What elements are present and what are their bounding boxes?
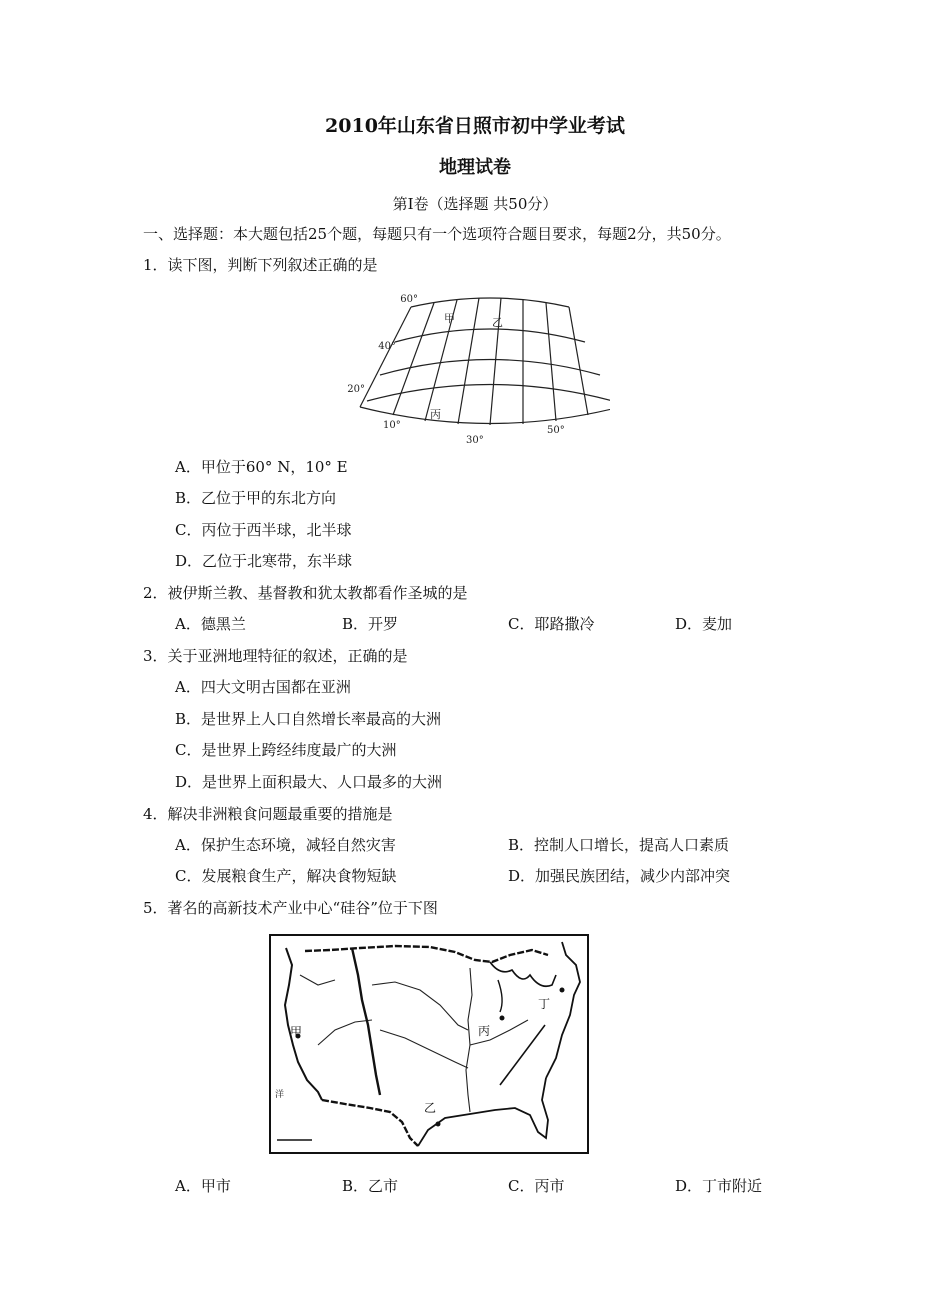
lat-label: 20° [347, 384, 365, 395]
meridian-line [569, 307, 588, 415]
question-5-option-a: A．甲市 [175, 1177, 231, 1195]
lat-label: 60° [400, 294, 418, 305]
meridian-line [360, 307, 411, 407]
question-4-stem: 4．解决非洲粮食问题最重要的措施是 [143, 805, 393, 823]
question-1-option-d: D．乙位于北寒带，东半球 [175, 552, 353, 570]
question-3-option-d: D．是世界上面积最大、人口最多的大洲 [175, 773, 443, 791]
question-2-option-a: A．德黑兰 [175, 615, 246, 633]
question-1-option-c: C．丙位于西半球，北半球 [175, 521, 352, 539]
question-4-option-a: A．保护生态环境，减轻自然灾害 [175, 836, 396, 854]
city-marker-ding [560, 988, 565, 993]
question-5-option-d: D．丁市附近 [675, 1177, 763, 1195]
city-marker-bing [500, 1016, 505, 1021]
question-4-option-d: D．加强民族团结，减少内部冲突 [508, 867, 731, 885]
question-2-option-c: C．耶路撒冷 [508, 615, 595, 633]
question-3-option-a: A．四大文明古国都在亚洲 [175, 678, 351, 696]
point-label-jia: 甲 [444, 312, 455, 325]
city-label-jia: 甲 [290, 1025, 303, 1039]
city-label-bing: 丙 [478, 1024, 491, 1038]
section-instruction: 一、选择题：本大题包括25个题，每题只有一个选项符合题目要求，每题2分，共50分。 [143, 225, 731, 243]
question-1-stem: 1．读下图，判断下列叙述正确的是 [143, 256, 378, 274]
map-frame [270, 935, 588, 1153]
question-2-option-b: B．开罗 [342, 615, 399, 633]
graticule-map [340, 286, 610, 456]
question-3-stem: 3．关于亚洲地理特征的叙述，正确的是 [143, 647, 408, 665]
ocean-label: 洋 [275, 1090, 285, 1100]
section-heading: 第Ⅰ卷（选择题 共50分） [392, 195, 558, 213]
lon-label: 30° [466, 435, 484, 446]
parallel-line [411, 298, 569, 307]
city-label-yi: 乙 [424, 1101, 437, 1115]
question-5-option-b: B．乙市 [342, 1177, 399, 1195]
question-3-option-c: C．是世界上跨经纬度最广的大洲 [175, 741, 397, 759]
lon-label: 50° [547, 425, 565, 436]
point-label-yi: 乙 [492, 316, 503, 329]
lat-label: 40° [378, 341, 396, 352]
question-4-option-b: B．控制人口增长，提高人口素质 [508, 836, 730, 854]
exam-title: 2010年山东省日照市初中学业考试 [325, 115, 625, 137]
question-2-option-d: D．麦加 [675, 615, 733, 633]
exam-subtitle: 地理试卷 [439, 157, 511, 178]
question-4-option-c: C．发展粮食生产，解决食物短缺 [175, 867, 397, 885]
point-label-bing: 丙 [430, 408, 441, 421]
usa-map [262, 928, 594, 1160]
question-5-option-c: C．丙市 [508, 1177, 565, 1195]
question-1-option-a: A．甲位于60° N，10° E [175, 458, 348, 476]
question-5-stem: 5．著名的高新技术产业中心“硅谷”位于下图 [143, 899, 438, 917]
question-1-option-b: B．乙位于甲的东北方向 [175, 489, 337, 507]
city-label-ding: 丁 [538, 997, 551, 1011]
question-2-stem: 2．被伊斯兰教、基督教和犹太教都看作圣城的是 [143, 584, 468, 602]
meridian-line [546, 303, 556, 421]
meridian-line [393, 303, 434, 415]
city-marker-yi [436, 1122, 441, 1127]
question-3-option-b: B．是世界上人口自然增长率最高的大洲 [175, 710, 442, 728]
lon-label: 10° [383, 420, 401, 431]
